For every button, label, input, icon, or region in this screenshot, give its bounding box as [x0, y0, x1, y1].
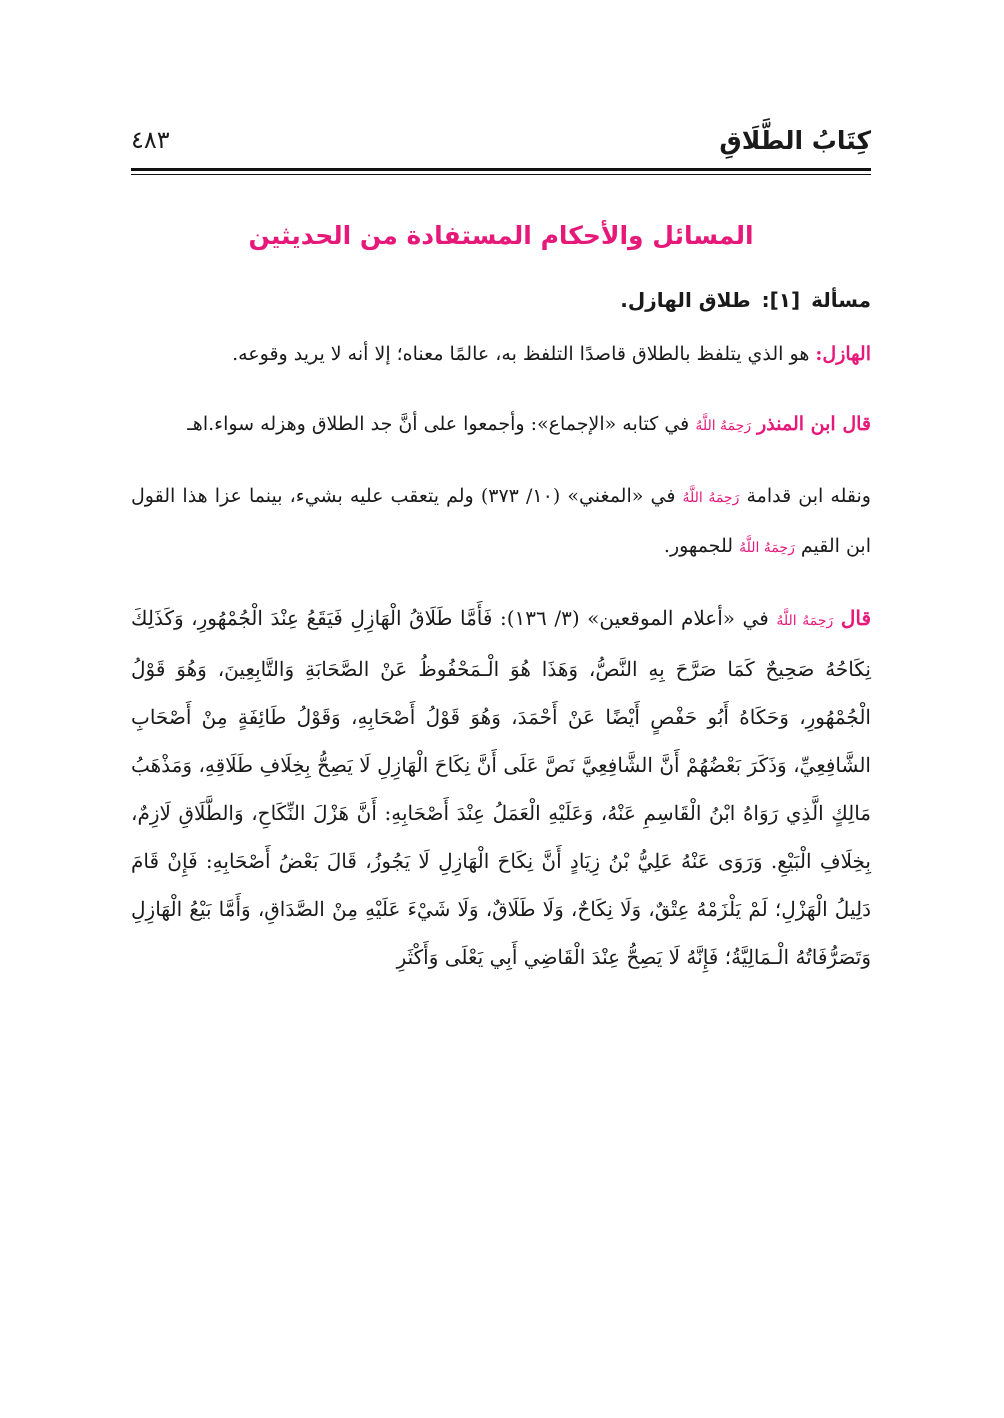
running-head — [131, 120, 871, 160]
section-title: المسائل والأحكام المستفادة من الحديثين — [248, 221, 754, 250]
header-rule-thick — [131, 168, 871, 171]
ibn-mundhir-text: في كتابه «الإجماع»: وأجمعوا على أنَّ جد الطلاق وهزله سواء.اهـ — [187, 413, 696, 435]
issue-number: [١]: — [761, 288, 801, 312]
ibn-qudama-paragraph — [131, 472, 871, 572]
issue-title: طلاق الهازل. — [620, 288, 751, 312]
book-page — [131, 120, 871, 981]
book-title: كِتَابُ الطَّلَاقِ — [719, 125, 871, 155]
ibn-qudama-text-a: ونقله ابن قدامة — [739, 485, 871, 507]
ilam-speaker: قال — [840, 606, 871, 630]
honorific-glyph: رَحِمَهُ اللَّهُ — [695, 418, 752, 434]
ibn-mundhir-paragraph — [131, 400, 871, 450]
issue-heading — [131, 288, 871, 312]
ilam-quote-paragraph — [131, 594, 871, 981]
ibn-mundhir-speaker: قال ابن المنذر — [757, 413, 871, 435]
definition-paragraph — [131, 330, 871, 378]
ibn-qudama-text-c: للجمهور. — [663, 535, 740, 557]
definition-text: هو الذي يتلفظ بالطلاق قاصدًا التلفظ به، عالمًا معناه؛ إلا أنه لا يريد وقوعه. — [232, 343, 816, 365]
header-rule-thin — [131, 174, 871, 175]
issue-label: مسألة — [811, 288, 871, 312]
definition-term: الهازل: — [815, 343, 871, 365]
ilam-quote-text: في «أعلام الموقعين» (٣/ ١٣٦): فَأَمَّا طَلَاقُ الْهَازِلِ فَيَقَعُ عِنْدَ الْجُمْهُورِ، وَكَذَلِكَ نِكَاحُهُ صَحِيحٌ كَمَا صَرَّحَ بِهِ النَّصُّ، وَهَذَا هُوَ الْـمَحْفُوظُ عَنْ الصَّحَابَةِ وَالتَّابِعِينَ، وَهُوَ قَوْلُ الْجُمْهُورِ، وَحَكَاهُ أَبُو حَفْصٍ أَيْضًا عَنْ أَحْمَدَ، وَهُوَ قَوْلُ أَصْحَابِهِ، وَقَوْلُ طَائِفَةٍ مِنْ أَصْحَابِ الشَّافِعِيِّ، وَذَكَرَ بَعْضُهُمْ أَنَّ الشَّافِعِيَّ نَصَّ عَلَى أَنَّ نِكَاحَ الْهَازِلِ لَا يَصِحُّ بِخِلَافِ طَلَاقِهِ، وَمَذْهَبُ مَالِكٍ الَّذِي رَوَاهُ ابْنُ الْقَاسِمِ عَنْهُ، وَعَلَيْهِ الْعَمَلُ عِنْدَ أَصْحَابِهِ: أَنَّ هَزْلَ النِّكَاحِ، وَالطَّلَاقِ لَازِمٌ، بِخِلَافِ الْبَيْعِ. وَرَوَى عَنْهُ عَلِيُّ بْنُ زِيَادٍ أَنَّ نِكَاحَ الْهَازِلِ لَا يَجُوزُ، قَالَ بَعْضُ أَصْحَابِهِ: فَإِنْ قَامَ دَلِيلُ الْهَزْلِ؛ لَمْ يَلْزَمْهُ عِتْقٌ، وَلَا نِكَاحٌ، وَلَا طَلَاقٌ، وَلَا شَيْءَ عَلَيْهِ مِنْ الصَّدَاقِ، وَأَمَّا بَيْعُ الْهَازِلِ وَتَصَرُّفَاتُهُ الْـمَالِيَّةُ؛ فَإِنَّهُ لَا يَصِحُّ عِنْدَ الْقَاضِي أَبِي يَعْلَى وَأَكْثَرِ — [131, 606, 871, 969]
honorific-glyph-a: رَحِمَهُ اللَّهُ — [682, 490, 740, 506]
honorific-glyph-b: رَحِمَهُ اللَّهُ — [739, 540, 795, 556]
page-number: ٤٨٣ — [131, 126, 170, 154]
ibn-qudama-text-b: في «المغني» (١٠/ ٣٧٣) ولم يتعقب عليه بشيء، بينما عزا هذا القول ابن القيم — [131, 485, 871, 557]
honorific-glyph-c: رَحِمَهُ اللَّهُ — [776, 613, 834, 629]
